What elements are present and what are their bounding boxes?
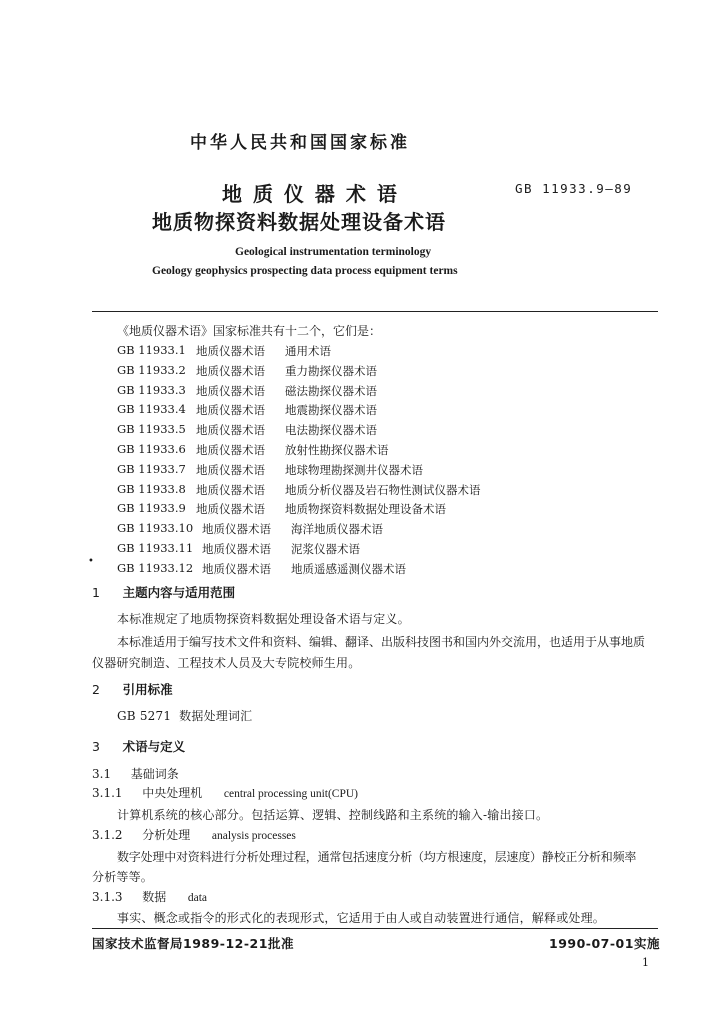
standard-part: 地震勘探仪器术语 (285, 403, 377, 417)
standard-code: GB 11933.4 (117, 402, 186, 416)
english-title-line2: Geology geophysics prospecting data process equipment terms (152, 265, 458, 277)
term-chinese: 数据 (142, 890, 167, 904)
term-number: 3.1.2 (92, 828, 123, 842)
standard-code: GB 11933.12 (117, 561, 194, 575)
standard-code: GB 11933.8 (117, 482, 186, 496)
standard-series: 地质仪器术语 (202, 562, 271, 576)
standard-part: 重力勘探仪器术语 (285, 364, 377, 378)
header-divider (92, 311, 658, 312)
section-2-title: 引用标准 (122, 682, 173, 697)
national-standard-heading: 中华人民共和国国家标准 (190, 133, 410, 153)
subsection-3-1-title: 基础词条 (130, 767, 179, 781)
section-1-para2-line2: 仪器研究制造、工程技术人员及大专院校师生用。 (92, 656, 361, 670)
standard-series: 地质仪器术语 (196, 384, 265, 398)
standard-series: 地质仪器术语 (196, 443, 265, 457)
standard-series: 地质仪器术语 (196, 403, 265, 417)
term-3-1-3 (92, 888, 207, 905)
footer-divider (92, 928, 658, 929)
subsection-3-1-number: 3.1 (92, 767, 112, 781)
standard-code: GB 11933.5 (117, 422, 186, 436)
term-3-1-2-definition-line1: 数字处理中对资料进行分析处理过程，通常包括速度分析（均方根速度，层速度）静校正分析和频率 (117, 850, 637, 864)
term-3-1-2 (92, 826, 296, 843)
english-title-line1: Geological instrumentation terminology (235, 246, 432, 258)
standard-series: 地质仪器术语 (202, 542, 271, 556)
standard-number: GB 11933.9—89 (515, 181, 633, 196)
section-2-number: 2 (92, 682, 100, 697)
section-2-reference: GB 5271 数据处理词汇 (117, 709, 253, 723)
section-1-para2-line1: 本标准适用于编写技术文件和资料、编辑、翻译、出版科技图书和国内外交流用，也适用于从事地质 (117, 635, 646, 649)
term-number: 3.1.1 (92, 786, 123, 800)
standard-code: GB 11933.6 (117, 442, 186, 456)
standard-part: 地质遥感遥测仪器术语 (291, 562, 406, 576)
approval-line: 国家技术监督局1989-12-21批准 (92, 936, 294, 951)
standard-part: 海洋地质仪器术语 (291, 522, 383, 536)
section-2-heading (92, 680, 173, 698)
page-number: 1 (642, 956, 649, 969)
standard-series: 地质仪器术语 (196, 463, 265, 477)
section-3-number: 3 (92, 739, 100, 754)
standard-part: 通用术语 (285, 344, 331, 358)
term-chinese: 分析处理 (142, 828, 191, 842)
term-chinese: 中央处理机 (142, 786, 203, 800)
standard-code: GB 11933.3 (117, 383, 186, 397)
standard-part: 放射性勘探仪器术语 (285, 443, 389, 457)
term-number: 3.1.3 (92, 890, 123, 904)
standard-code: GB 11933.10 (117, 521, 194, 535)
standard-series: 地质仪器术语 (196, 483, 265, 497)
term-3-1-3-definition: 事实、概念或指令的形式化的表现形式，它适用于由人或自动装置进行通信，解释或处理。 (117, 911, 606, 925)
standard-series: 地质仪器术语 (196, 344, 265, 358)
effective-date: 1990-07-01实施 (549, 936, 660, 951)
intro-text: 《地质仪器术语》国家标准共有十二个，它们是： (117, 324, 382, 338)
section-1-title: 主题内容与适用范围 (122, 585, 236, 600)
document-subtitle: 地质物探资料数据处理设备术语 (152, 210, 446, 234)
term-english: central processing unit(CPU) (223, 788, 359, 800)
standard-part: 地质物探资料数据处理设备术语 (285, 502, 446, 516)
standard-series: 地质仪器术语 (202, 522, 271, 536)
term-3-1-1 (92, 784, 358, 801)
standard-code: GB 11933.2 (117, 363, 186, 377)
section-1-number: 1 (92, 585, 100, 600)
term-3-1-1-definition: 计算机系统的核心部分。包括运算、逻辑、控制线路和主系统的输入-输出接口。 (117, 808, 549, 822)
standard-part: 泥浆仪器术语 (291, 542, 360, 556)
section-1-heading (92, 583, 235, 601)
term-english: data (187, 892, 208, 904)
standard-code: GB 11933.1 (117, 343, 186, 357)
subsection-3-1 (92, 765, 179, 782)
standard-part: 地球物理勘探测井仪器术语 (285, 463, 423, 477)
term-3-1-2-definition-line2: 分析等等。 (92, 870, 154, 884)
standard-series: 地质仪器术语 (196, 502, 265, 516)
document-title: 地 质 仪 器 术 语 (222, 182, 399, 206)
standard-part: 磁法勘探仪器术语 (285, 384, 377, 398)
standard-code: GB 11933.7 (117, 462, 186, 476)
section-1-para1: 本标准规定了地质物探资料数据处理设备术语与定义。 (117, 612, 410, 626)
standard-series: 地质仪器术语 (196, 423, 265, 437)
section-3-title: 术语与定义 (122, 739, 186, 754)
margin-dot: • (88, 556, 94, 567)
standard-part: 地质分析仪器及岩石物性测试仪器术语 (285, 483, 481, 497)
section-3-heading (92, 737, 185, 755)
term-english: analysis processes (211, 830, 296, 842)
standard-part: 电法勘探仪器术语 (285, 423, 377, 437)
standard-code: GB 11933.11 (117, 541, 194, 555)
standard-series: 地质仪器术语 (196, 364, 265, 378)
standard-code: GB 11933.9 (117, 501, 186, 515)
